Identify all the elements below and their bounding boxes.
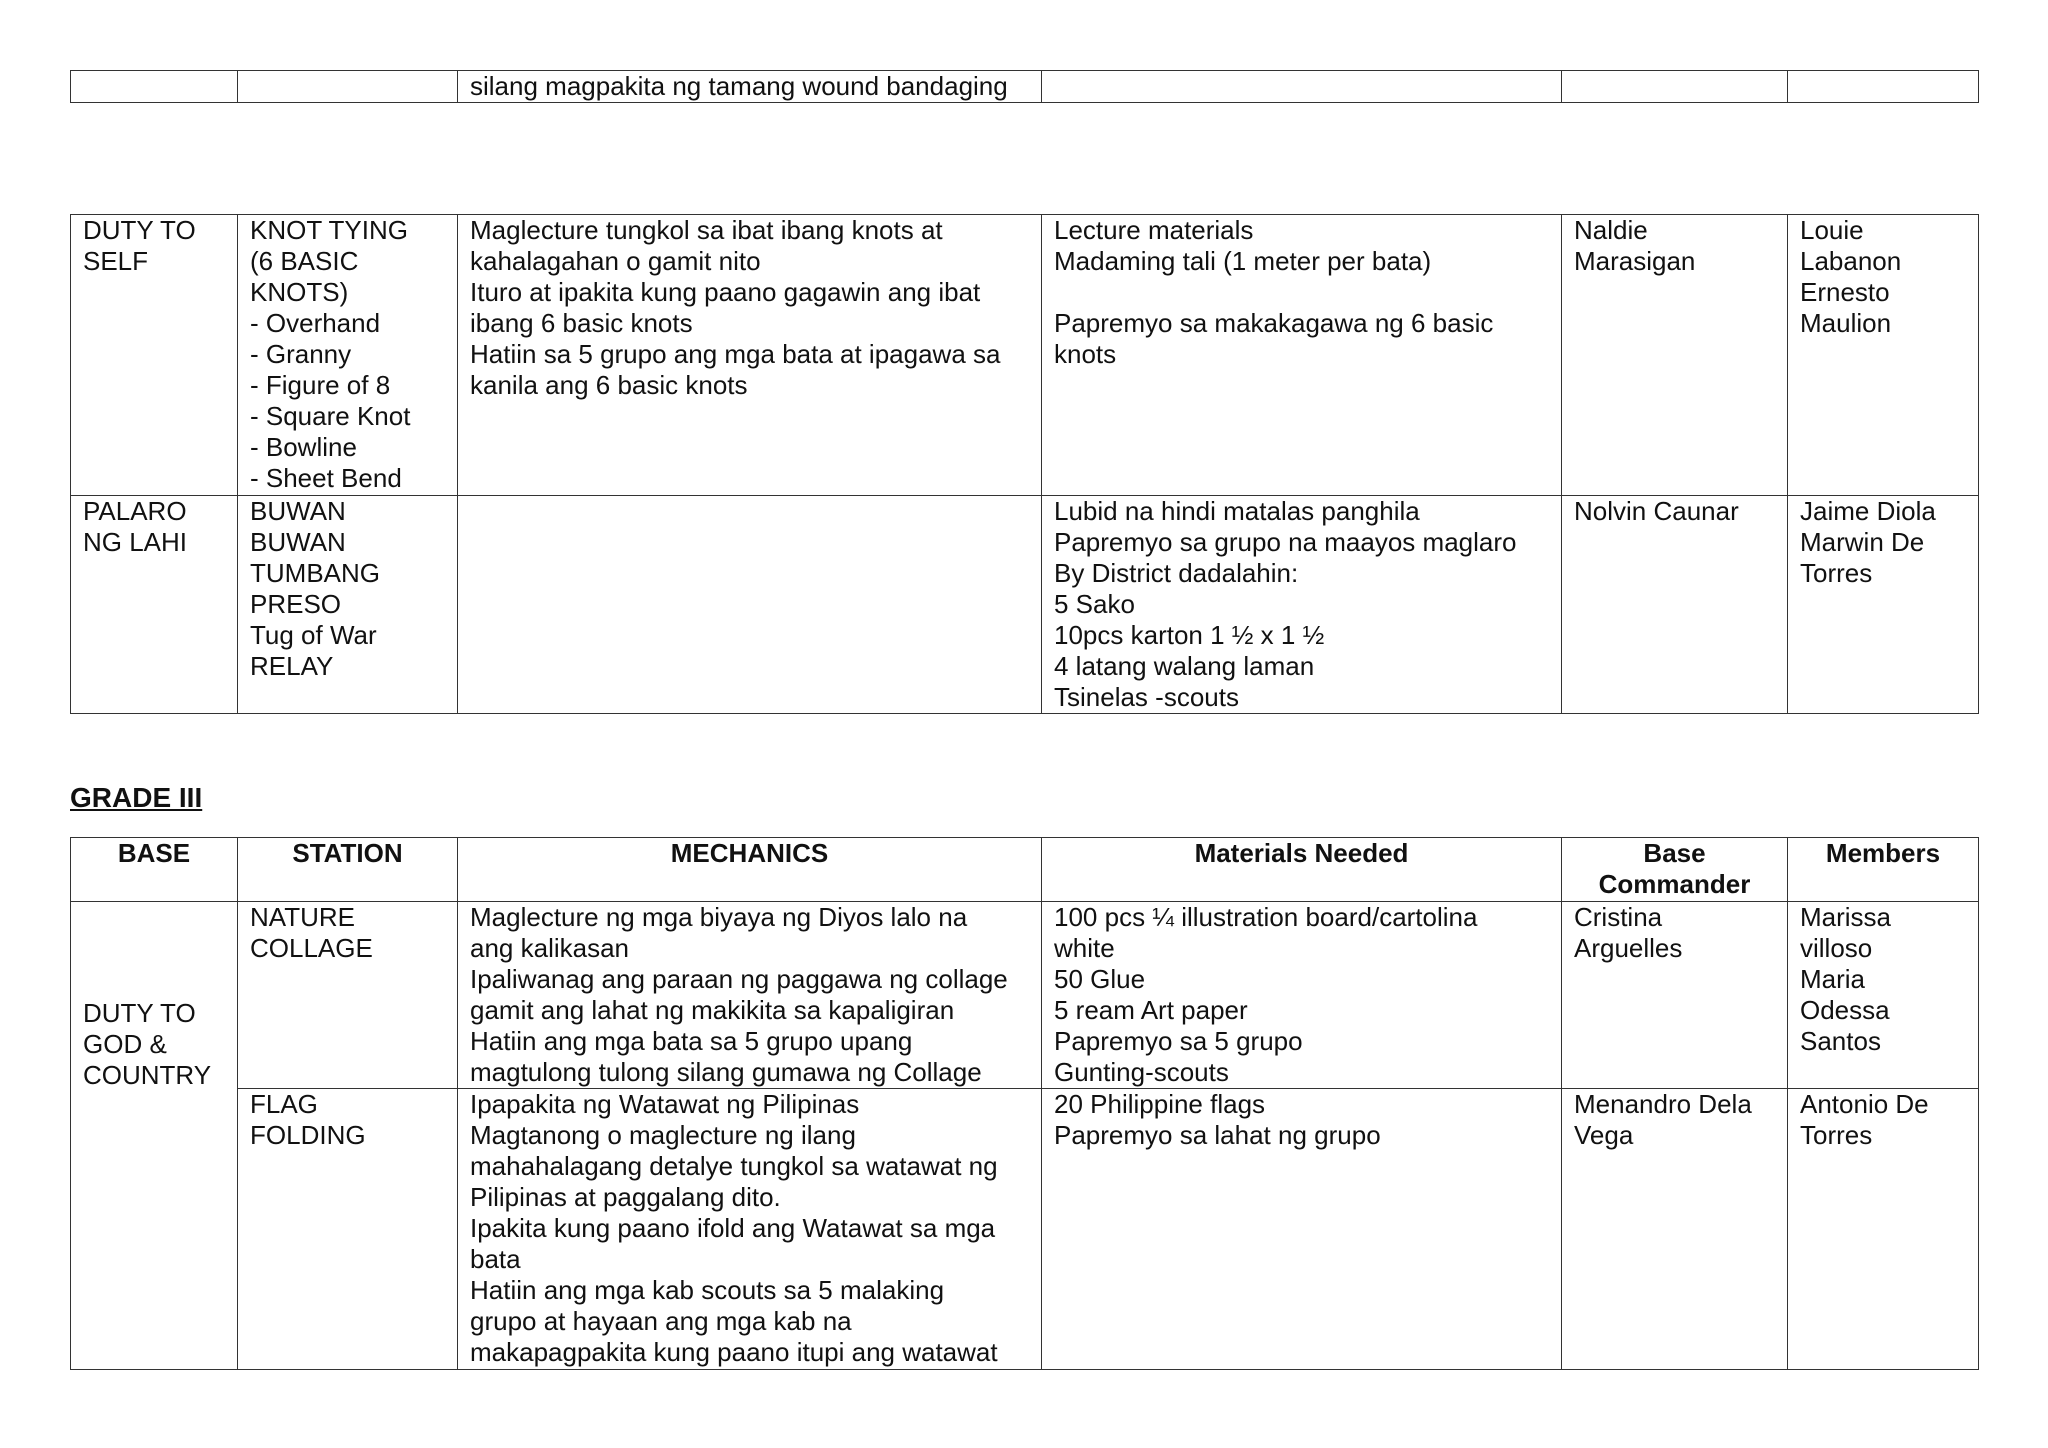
mechanics-cell: Maglecture tungkol sa ibat ibang knots at kahalagahan o gamit nito Ituro at ipakita kung paano gagawin ang ibat ibang 6 basic knots Hatiin sa 5 grupo ang mga bata at ipagawa sa kanila ang 6 basic knots (458, 215, 1042, 496)
station-cell: FLAG FOLDING (238, 1089, 458, 1370)
members-cell: Antonio De Torres (1788, 1089, 1979, 1370)
base-cell: DUTY TO SELF (71, 215, 238, 496)
materials-cell (1042, 71, 1562, 103)
mechanics-cell (458, 496, 1042, 714)
header-members: Members (1788, 838, 1979, 902)
members-cell: Jaime Diola Marwin De Torres (1788, 496, 1979, 714)
header-station: STATION (238, 838, 458, 902)
mechanics-cell: Maglecture ng mga biyaya ng Diyos lalo na ang kalikasan Ipaliwanag ang paraan ng paggawa ng collage gamit ang lahat ng makikita sa kapaligiran Hatiin ang mga bata sa 5 grupo upang magtulong tulong silang gumawa ng Collage (458, 902, 1042, 1089)
grade3-stations-table (70, 837, 1979, 1370)
station-cell: BUWAN BUWAN TUMBANG PRESO Tug of War RELAY (238, 496, 458, 714)
commander-cell: Nolvin Caunar (1562, 496, 1788, 714)
materials-cell: 100 pcs ¼ illustration board/cartolina white 50 Glue 5 ream Art paper Papremyo sa 5 grupo Gunting-scouts (1042, 902, 1562, 1089)
materials-cell: 20 Philippine flags Papremyo sa lahat ng grupo (1042, 1089, 1562, 1370)
header-materials: Materials Needed (1042, 838, 1562, 902)
base-cell: PALARO NG LAHI (71, 496, 238, 714)
members-cell: Marissa villoso Maria Odessa Santos (1788, 902, 1979, 1089)
header-commander: Base Commander (1562, 838, 1788, 902)
materials-cell: Lecture materials Madaming tali (1 meter per bata) Papremyo sa makakagawa ng 6 basic knots (1042, 215, 1562, 496)
members-cell: Louie Labanon Ernesto Maulion (1788, 215, 1979, 496)
members-cell (1788, 71, 1979, 103)
station-cell (238, 71, 458, 103)
commander-cell (1562, 71, 1788, 103)
table-row (71, 1089, 1979, 1370)
station-cell: KNOT TYING (6 BASIC KNOTS) - Overhand - Granny - Figure of 8 - Square Knot - Bowline - Sheet Bend (238, 215, 458, 496)
table-row (71, 902, 1979, 1089)
commander-cell: Cristina Arguelles (1562, 902, 1788, 1089)
continuation-table (70, 70, 1979, 103)
mechanics-cell: silang magpakita ng tamang wound bandaging (458, 71, 1042, 103)
header-base: BASE (71, 838, 238, 902)
table-row (71, 215, 1979, 496)
materials-cell: Lubid na hindi matalas panghila Papremyo sa grupo na maayos maglaro By District dadalahin: 5 Sako 10pcs karton 1 ½ x 1 ½ 4 latang walang laman Tsinelas -scouts (1042, 496, 1562, 714)
mechanics-cell: Ipapakita ng Watawat ng Pilipinas Magtanong o maglecture ng ilang mahahalagang detalye tungkol sa watawat ng Pilipinas at paggalang dito. Ipakita kung paano ifold ang Watawat sa mga bata Hatiin ang mga kab scouts sa 5 malaking grupo at hayaan ang mga kab na makapagpakita kung paano itupi ang watawat (458, 1089, 1042, 1370)
commander-cell: Naldie Marasigan (1562, 215, 1788, 496)
table-row (71, 496, 1979, 714)
station-cell: NATURE COLLAGE (238, 902, 458, 1089)
base-cell (71, 71, 238, 103)
base-cell: DUTY TO GOD & COUNTRY (71, 902, 238, 1370)
table-row (71, 71, 1979, 103)
commander-cell: Menandro Dela Vega (1562, 1089, 1788, 1370)
header-mechanics: MECHANICS (458, 838, 1042, 902)
section-title: GRADE III (70, 782, 203, 813)
grade2-stations-table (70, 214, 1979, 714)
table-header-row (71, 838, 1979, 902)
